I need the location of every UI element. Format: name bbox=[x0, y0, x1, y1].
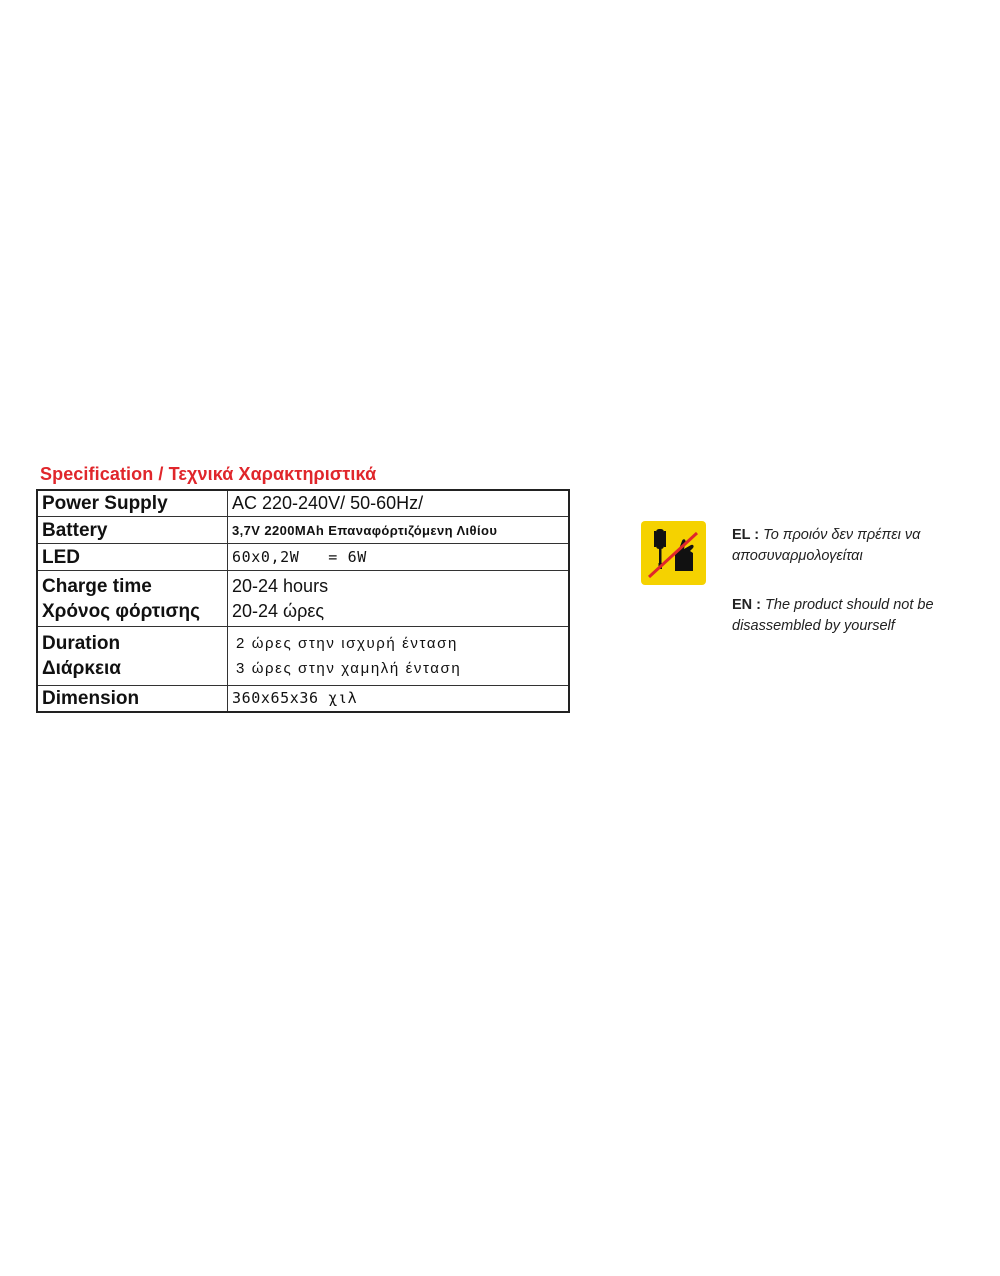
spec-table bbox=[36, 489, 570, 713]
table-row bbox=[37, 544, 569, 571]
table-row bbox=[37, 517, 569, 544]
value-power-supply: AC 220-240V/ 50-60Hz/ bbox=[228, 490, 570, 517]
table-row bbox=[37, 686, 569, 713]
value-led: 60x0,2W = 6W bbox=[228, 544, 570, 571]
table-row bbox=[37, 627, 569, 686]
warning-note-el: EL : Το προιόν δεν πρέπει να αποσυναρμολογείται bbox=[732, 527, 921, 564]
label-duration: Duration Διάρκεια bbox=[37, 627, 228, 686]
label-battery: Battery bbox=[37, 517, 228, 544]
label-power-supply: Power Supply bbox=[37, 490, 228, 517]
spec-title: Specification / Τεχνικά Χαρακτηριστικά bbox=[40, 464, 377, 484]
table-row bbox=[37, 490, 569, 517]
label-charge-time: Charge time Χρόνος φόρτισης bbox=[37, 571, 228, 627]
warning-note-en: EN : The product should not be disassembled by yourself bbox=[732, 597, 934, 634]
value-battery: 3,7V 2200MAh Επαναφόρτιζόμενη Λιθίου bbox=[228, 517, 570, 544]
label-dimension: Dimension bbox=[37, 686, 228, 713]
value-dimension: 360x65x36 χιλ bbox=[228, 686, 570, 713]
table-row bbox=[37, 571, 569, 627]
value-duration: 2 ώρες στην ισχυρή ένταση 3 ώρες στην χαμηλή ένταση bbox=[228, 627, 570, 686]
value-charge-time: 20-24 hours 20-24 ώρες bbox=[228, 571, 570, 627]
label-led: LED bbox=[37, 544, 228, 571]
no-disassembly-icon bbox=[641, 521, 706, 585]
